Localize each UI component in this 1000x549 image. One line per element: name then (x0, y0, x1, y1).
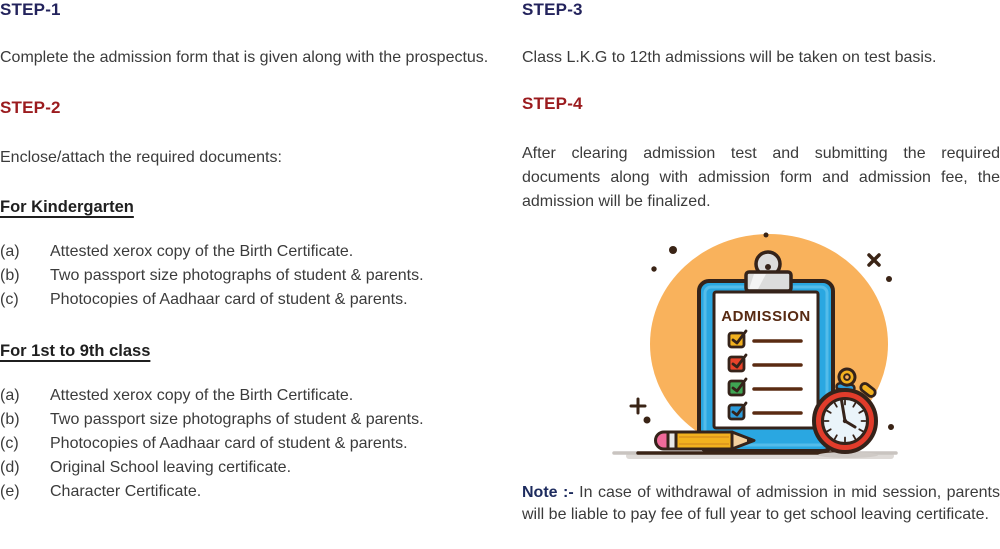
list-item-text: Two passport size photographs of student & parents. (50, 267, 424, 284)
list-item (0, 288, 500, 312)
list-item-letter: (c) (0, 435, 19, 452)
list-item (0, 264, 500, 288)
list-item-text: Character Certificate. (50, 483, 202, 500)
first-to-ninth-heading: For 1st to 9th class (0, 342, 151, 360)
list-item-letter: (c) (0, 291, 19, 308)
list-item-letter: (e) (0, 483, 20, 500)
kindergarten-heading: For Kindergarten (0, 198, 134, 216)
right-column (522, 0, 1000, 526)
list-item (0, 480, 500, 504)
step-2-text: Enclose/attach the required documents: (0, 149, 282, 166)
step-3-text: Class L.K.G to 12th admissions will be taken on test basis. (522, 49, 937, 66)
list-item-letter: (a) (0, 387, 20, 404)
list-item-text: Photocopies of Aadhaar card of student & parents. (50, 291, 408, 308)
list-item-text: Attested xerox copy of the Birth Certificate. (50, 387, 354, 404)
x-sparkle-icon (869, 255, 879, 265)
list-item (0, 240, 500, 264)
list-item-letter: (b) (0, 267, 20, 284)
note-text: In case of withdrawal of admission in mid session, parents will be liable to pay fee of full year to get school leaving certificate. (522, 484, 1000, 523)
list-item-text: Photocopies of Aadhaar card of student & parents. (50, 435, 408, 452)
list-item (0, 408, 500, 432)
step-1-text: Complete the admission form that is given along with the prospectus. (0, 49, 489, 66)
list-item (0, 432, 500, 456)
list-item (0, 456, 500, 480)
list-item-text: Original School leaving certificate. (50, 459, 292, 476)
first-to-ninth-document-list (0, 384, 500, 504)
admission-clipboard-illustration (596, 224, 926, 466)
note-paragraph (522, 482, 1000, 526)
list-item (0, 384, 500, 408)
left-column (0, 0, 500, 526)
kindergarten-document-list (0, 240, 500, 312)
step-4-heading: STEP-4 (522, 94, 583, 113)
step-4-text: After clearing admission test and submitting the required documents along with admission form and admission fee, the admission will be finalized. (522, 145, 1000, 210)
step-2-heading: STEP-2 (0, 98, 61, 117)
pencil-icon (656, 432, 755, 449)
clipboard-title: ADMISSION (721, 308, 811, 325)
note-label: Note :- (522, 484, 574, 501)
list-item-text: Two passport size photographs of student & parents. (50, 411, 424, 428)
list-item-text: Attested xerox copy of the Birth Certificate. (50, 243, 354, 260)
list-item-letter: (d) (0, 459, 20, 476)
plus-sparkle-icon (631, 399, 645, 413)
list-item-letter: (b) (0, 411, 20, 428)
step-1-heading: STEP-1 (0, 0, 61, 19)
list-item-letter: (a) (0, 243, 20, 260)
step-3-heading: STEP-3 (522, 0, 583, 19)
